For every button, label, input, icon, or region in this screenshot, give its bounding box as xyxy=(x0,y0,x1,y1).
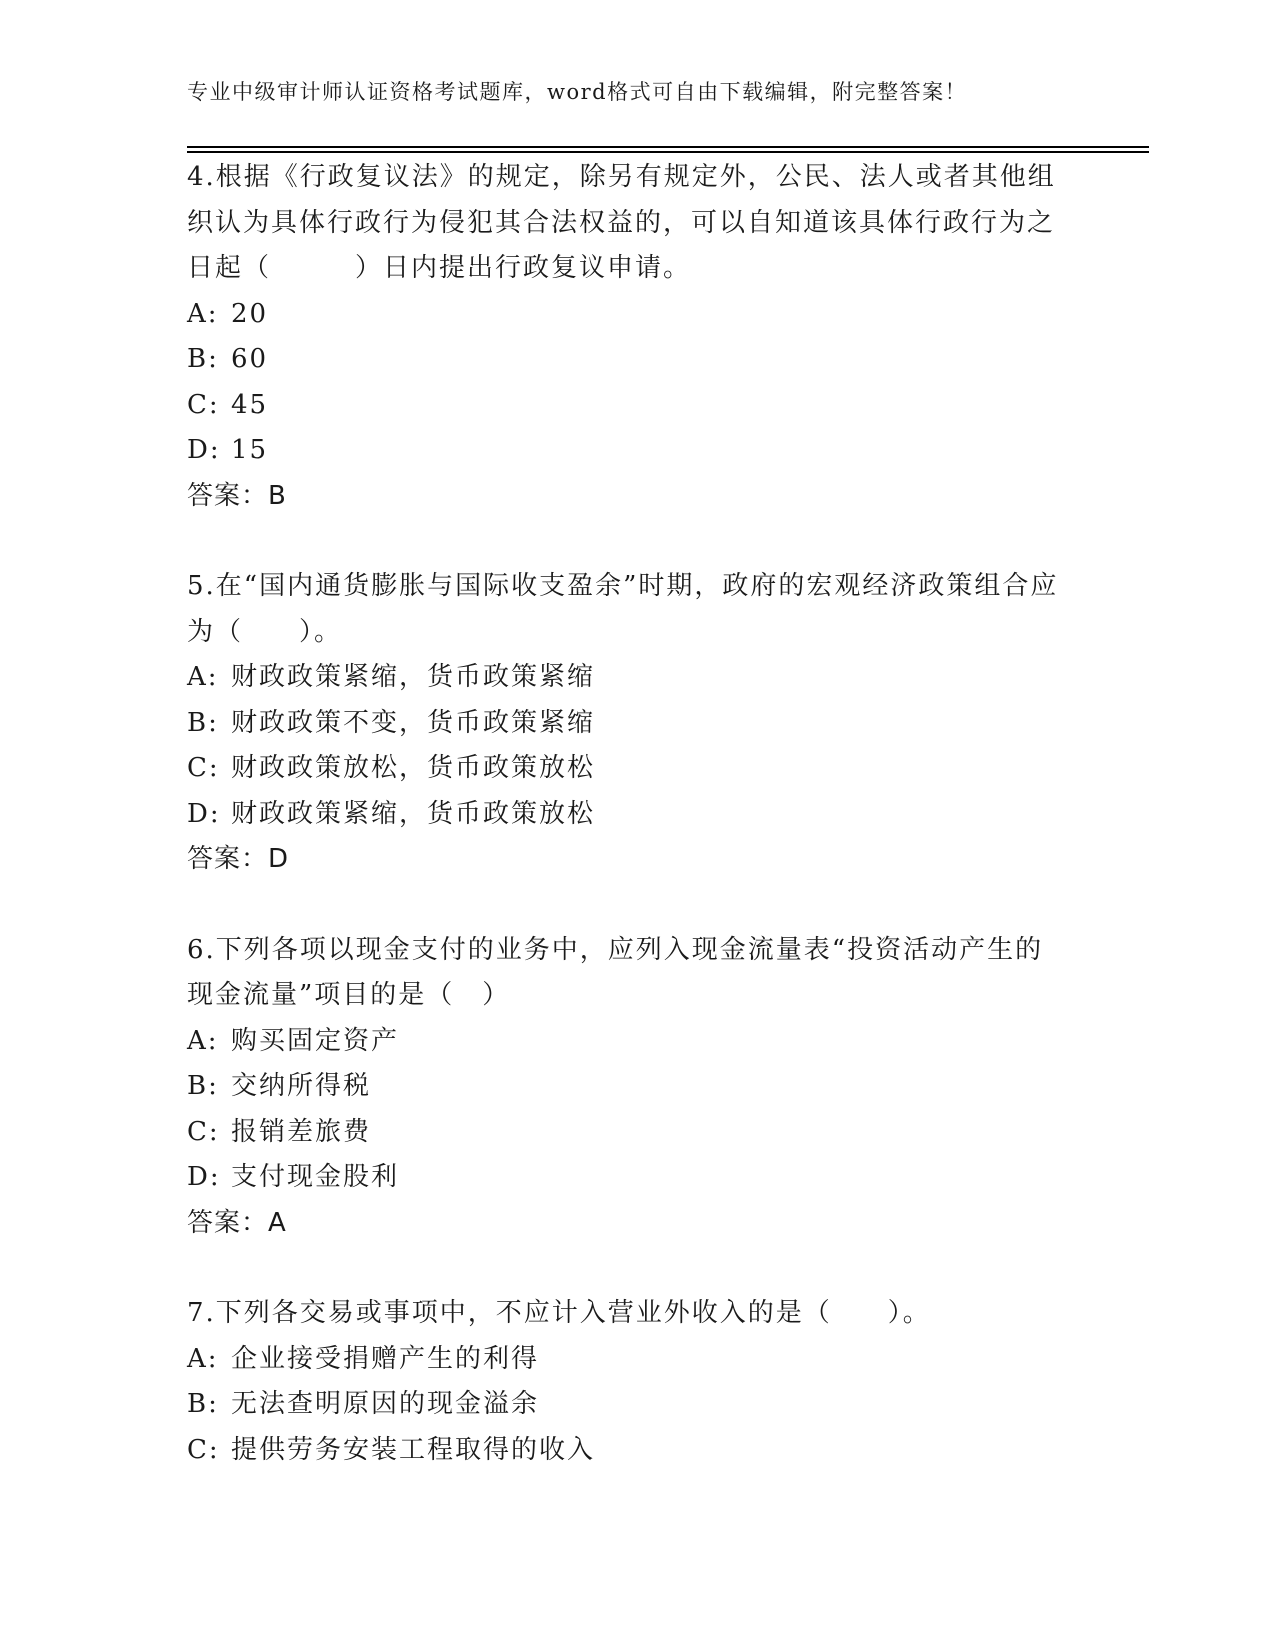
question-text: 5.在“国内通货膨胀与国际收支盈余”时期，政府的宏观经济政策组合应为（ ）。 xyxy=(187,571,1059,647)
answer-line: 答案：A xyxy=(187,1207,287,1238)
option-key: C: xyxy=(187,1116,220,1147)
option-text: 报销差旅费 xyxy=(231,1116,372,1147)
option-text: 15 xyxy=(231,435,269,465)
option-text: 财政政策放松，货币政策放松 xyxy=(231,753,596,783)
option-key: D: xyxy=(187,798,221,829)
option-b xyxy=(187,1064,1067,1110)
question-7 xyxy=(187,1291,1067,1473)
option-key: D: xyxy=(187,1162,221,1192)
option-key: B: xyxy=(187,1071,219,1101)
option-key: A: xyxy=(187,1025,219,1056)
question-6 xyxy=(187,928,1067,1247)
spacer xyxy=(187,883,1067,928)
option-key: B: xyxy=(187,1389,219,1419)
option-text: 无法查明原因的现金溢余 xyxy=(231,1389,540,1419)
option-text: 45 xyxy=(231,389,269,420)
option-b xyxy=(187,1382,1067,1428)
option-a xyxy=(187,292,1067,338)
page-header: 专业中级审计师认证资格考试题库，word格式可自由下载编辑，附完整答案！ xyxy=(187,80,968,104)
option-d xyxy=(187,1155,1067,1201)
option-key: A: xyxy=(187,662,219,692)
option-text: 企业接受捐赠产生的利得 xyxy=(231,1343,540,1374)
option-a xyxy=(187,655,1067,701)
spacer xyxy=(187,1246,1067,1291)
option-d xyxy=(187,792,1067,838)
option-b xyxy=(187,337,1067,383)
question-text: 6.下列各项以现金支付的业务中，应列入现金流量表“投资活动产生的现金流量”项目的是（ ） xyxy=(187,934,1044,1010)
option-text: 提供劳务安装工程取得的收入 xyxy=(231,1434,596,1465)
option-c xyxy=(187,1110,1067,1156)
option-key: C: xyxy=(187,389,220,420)
spacer xyxy=(187,519,1067,564)
option-c xyxy=(187,1428,1067,1474)
option-key: A: xyxy=(187,298,219,329)
question-4 xyxy=(187,155,1067,519)
question-text: 7.下列各交易或事项中，不应计入营业外收入的是（ ）。 xyxy=(187,1298,931,1328)
option-c xyxy=(187,383,1067,429)
option-text: 财政政策紧缩，货币政策放松 xyxy=(231,798,596,829)
question-5 xyxy=(187,564,1067,883)
option-text: 60 xyxy=(231,344,269,374)
option-key: B: xyxy=(187,707,219,738)
answer-line: 答案：D xyxy=(187,844,290,874)
option-a xyxy=(187,1337,1067,1383)
option-key: B: xyxy=(187,344,219,374)
option-text: 购买固定资产 xyxy=(231,1025,400,1056)
option-key: A: xyxy=(187,1343,219,1374)
option-a xyxy=(187,1019,1067,1065)
answer-line: 答案：B xyxy=(187,480,287,511)
header-rule-top xyxy=(187,146,1149,148)
option-c xyxy=(187,746,1067,792)
option-text: 财政政策不变，货币政策紧缩 xyxy=(231,707,596,738)
question-list xyxy=(187,155,1067,1473)
option-text: 交纳所得税 xyxy=(231,1071,372,1101)
option-key: C: xyxy=(187,1434,220,1465)
option-key: C: xyxy=(187,753,220,783)
option-text: 支付现金股利 xyxy=(231,1162,400,1192)
option-d xyxy=(187,428,1067,474)
option-text: 财政政策紧缩，货币政策紧缩 xyxy=(231,662,596,692)
option-b xyxy=(187,701,1067,747)
question-text: 4.根据《行政复议法》的规定，除另有规定外，公民、法人或者其他组织认为具体行政行为侵犯其合法权益的，可以自知道该具体行政行为之日起（ ）日内提出行政复议申请。 xyxy=(187,162,1056,283)
header-rule-bottom xyxy=(187,151,1149,153)
option-text: 20 xyxy=(231,298,269,329)
option-key: D: xyxy=(187,435,221,465)
